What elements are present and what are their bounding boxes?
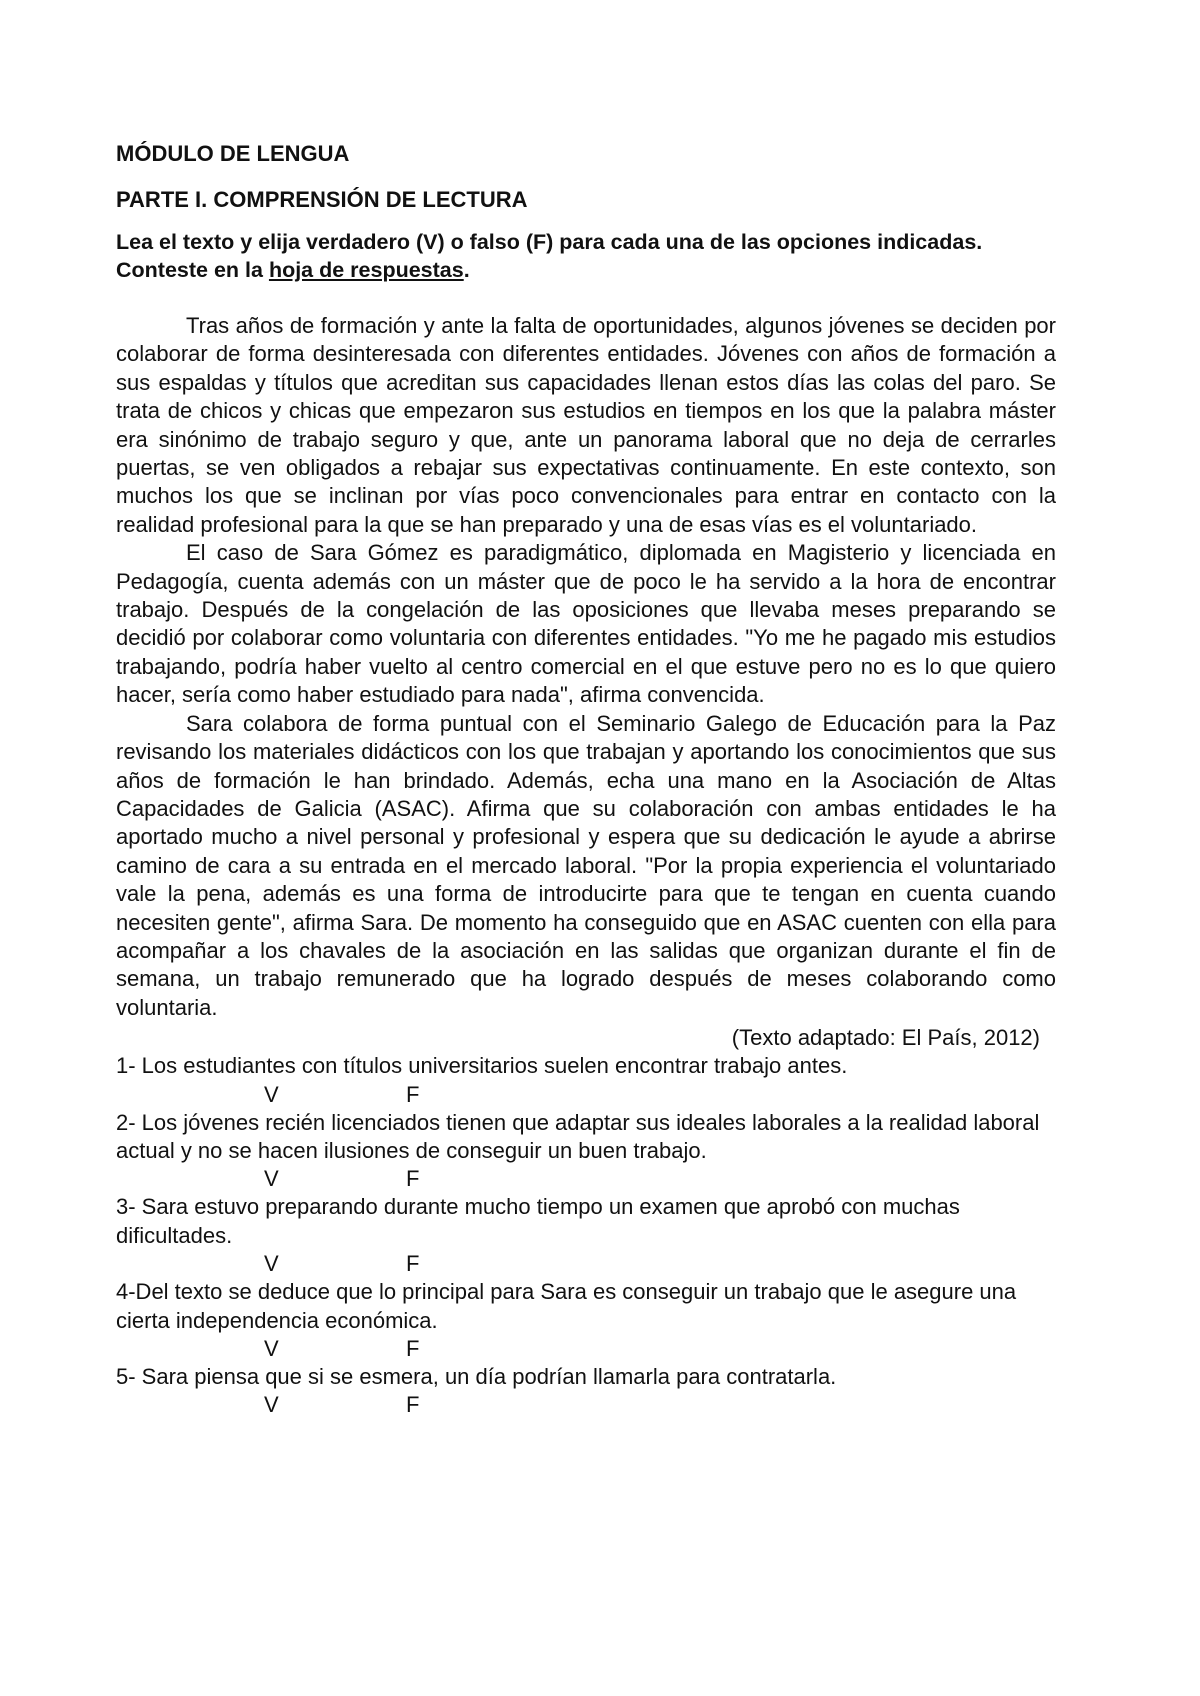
- false-option: F: [406, 1392, 420, 1418]
- passage-paragraph: Sara colabora de forma puntual con el Seminario Galego de Educación para la Paz revisando los materiales didácticos con los que trabajan y aportando los conocimientos que sus años de formación le han brindado. Además, echa una mano en la Asociación de Altas Capacidades de Galicia (ASAC). Afirma que su colaboración con ambas entidades le ha aportado mucho a nivel personal y profesional y espera que su dedicación le ayude a abrirse camino de cara a su entrada en el mercado laboral. "Por la propia experiencia el voluntariado vale la pena, además es una forma de introducirte para que te tengan en cuenta cuando necesiten gente", afirma Sara. De momento ha conseguido que en ASAC cuenten con ella para acompañar a los chavales de la asociación en las salidas que organizan durante el fin de semana, un trabajo remunerado que ha logrado después de meses colaborando como voluntaria.: [116, 710, 1056, 1020]
- passage-paragraph: Tras años de formación y ante la falta de oportunidades, algunos jóvenes se deciden por colaborar de forma desinteresada con diferentes entidades. Jóvenes con años de formación a sus espaldas y títulos que acreditan sus capacidades llenan estos días las colas del paro. Se trata de chicos y chicas que empezaron sus estudios en tiempos en los que la palabra máster era sinónimo de trabajo seguro y que, ante un panorama laboral que no deja de cerrarles puertas, se ven obligados a rebajar sus expectativas continuamente. En este contexto, son muchos los que se inclinan por vías poco convencionales para entrar en contacto con la realidad profesional para la que se han preparado y una de esas vías es el voluntariado.: [116, 313, 1056, 537]
- question-item: [116, 1193, 1056, 1278]
- true-false-choices: [116, 1335, 1056, 1363]
- instructions-end: .: [463, 258, 470, 282]
- false-option: F: [406, 1251, 420, 1277]
- true-false-choices: [116, 1391, 1056, 1419]
- false-option: F: [406, 1336, 420, 1361]
- true-false-choices: [116, 1165, 1056, 1193]
- reading-passage: [116, 312, 1056, 1022]
- question-item: [116, 1052, 1056, 1108]
- true-false-choices: [116, 1250, 1056, 1278]
- instructions-text: Lea el texto y elija verdadero (V) o falso (F) para cada una de las opciones indicadas. Conteste en la: [116, 230, 983, 282]
- source-citation: (Texto adaptado: El País, 2012): [731, 1025, 1040, 1051]
- question-text: 4-Del texto se deduce que lo principal para Sara es conseguir un trabajo que le asegure una cierta independencia económica.: [116, 1279, 1017, 1333]
- answer-sheet-reference: hoja de respuestas: [268, 258, 464, 282]
- question-item: [116, 1278, 1056, 1363]
- true-option: V: [264, 1392, 279, 1418]
- true-option: V: [264, 1251, 279, 1277]
- false-option: F: [406, 1166, 420, 1192]
- true-option: V: [264, 1336, 279, 1361]
- true-false-choices: [116, 1081, 1056, 1109]
- question-text: 5- Sara piensa que si se esmera, un día podrían llamarla para contratarla.: [116, 1364, 837, 1389]
- question-text: 1- Los estudiantes con títulos universitarios suelen encontrar trabajo antes.: [116, 1053, 848, 1079]
- instructions: [116, 228, 1056, 284]
- question-item: [116, 1109, 1056, 1194]
- true-option: V: [264, 1166, 279, 1192]
- question-text: 2- Los jóvenes recién licenciados tienen que adaptar sus ideales laborales a la realidad laboral actual y no se hacen ilusiones de conseguir un buen trabajo.: [116, 1109, 1040, 1163]
- question-list: [116, 1052, 1056, 1419]
- part-title: PARTE I. COMPRENSIÓN DE LECTURA: [116, 187, 528, 212]
- false-option: F: [406, 1081, 420, 1107]
- true-option: V: [264, 1081, 279, 1107]
- question-text: 3- Sara estuvo preparando durante mucho tiempo un examen que aprobó con muchas dificultades.: [116, 1194, 960, 1248]
- question-item: [116, 1363, 1056, 1419]
- passage-paragraph: El caso de Sara Gómez es paradigmático, diplomada en Magisterio y licenciada en Pedagogía, cuenta además con un máster que de poco le ha servido a la hora de encontrar trabajo. Después de la congelación de las oposiciones que llevaba meses preparando se decidió por colaborar como voluntaria con diferentes entidades. "Yo me he pagado mis estudios trabajando, podría haber vuelto al centro comercial en el que estuve pero no es lo que quiero hacer, sería como haber estudiado para nada", afirma convencida.: [116, 540, 1056, 708]
- document-page: [116, 140, 1056, 1419]
- module-title: MÓDULO DE LENGUA: [116, 141, 350, 166]
